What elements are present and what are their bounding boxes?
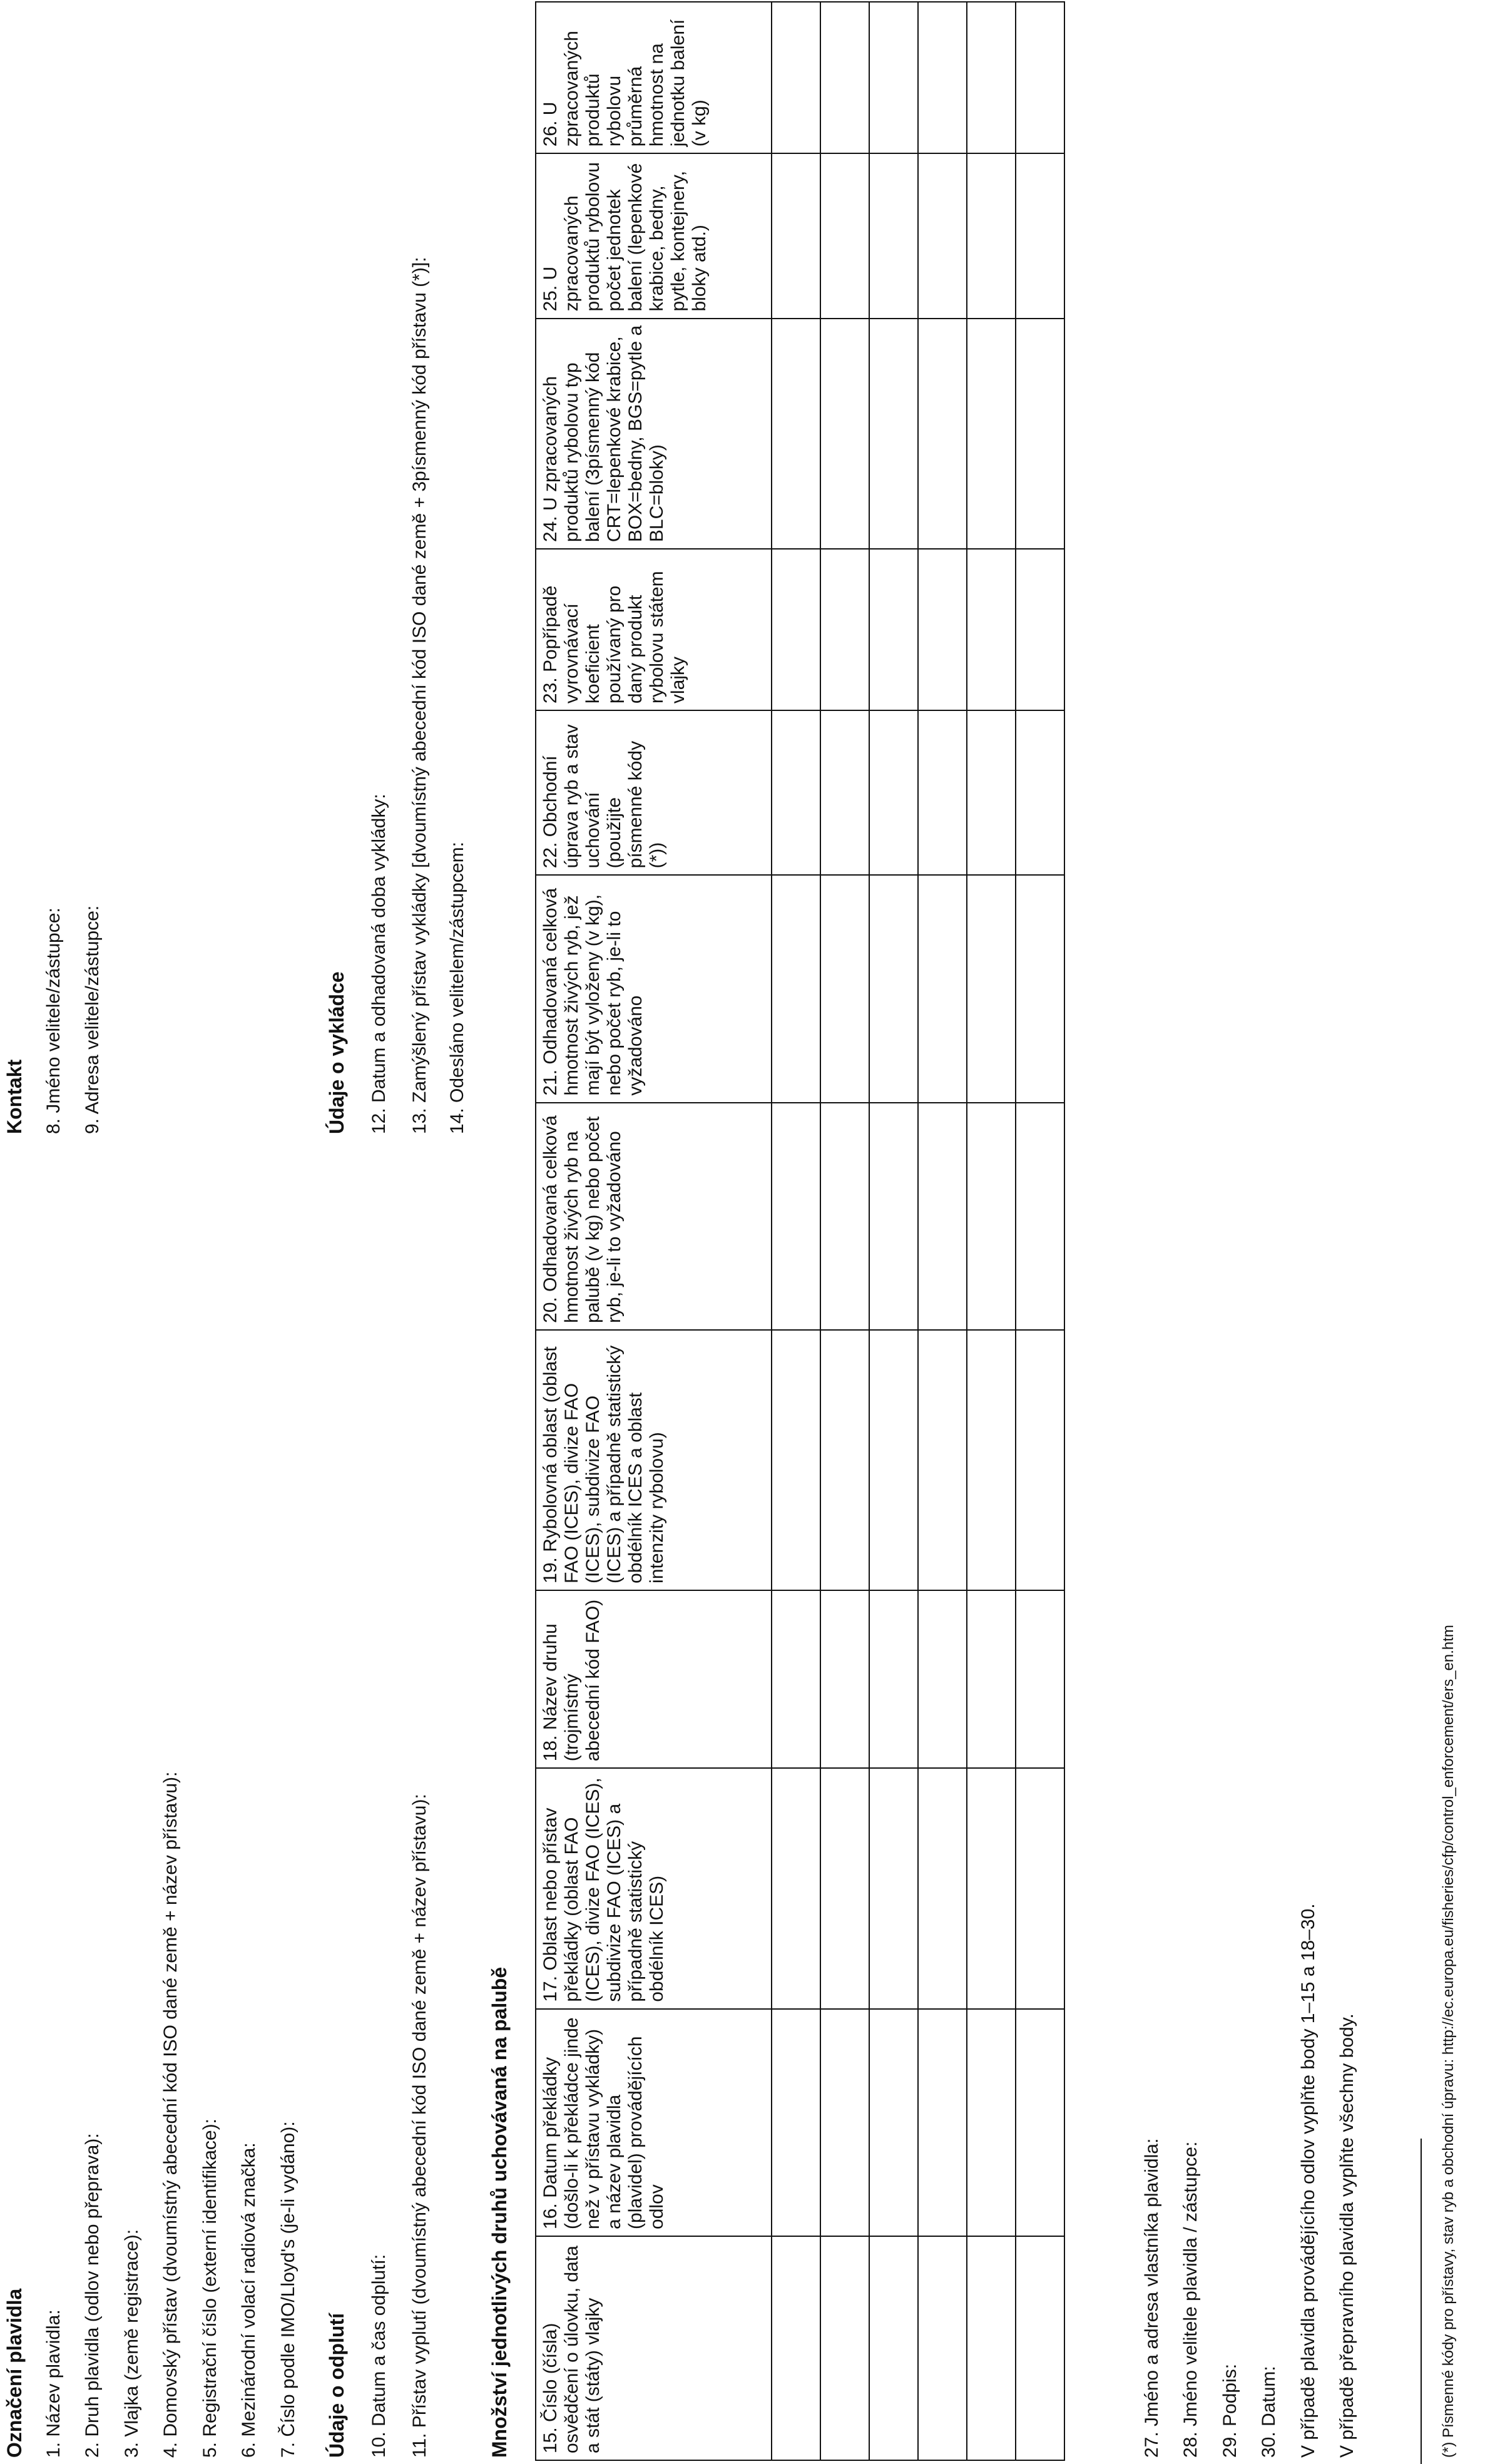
table-cell[interactable] (820, 319, 869, 550)
table-row (918, 2, 967, 2460)
col-header-20: 20. Odhadovaná celková hmotnost živých ryb na palubě (v kg) nebo počet ryb, je-li to vyžadováno (536, 1103, 772, 1330)
vessel-item-6: 6. Mezinárodní volací radiová značka: (238, 2142, 259, 2458)
contact-item-8: 8. Jméno velitele/zástupce: (43, 907, 64, 1134)
table-row (1016, 2, 1064, 2460)
table-cell[interactable] (820, 1590, 869, 1768)
table-cell[interactable] (772, 319, 820, 550)
table-row (820, 2, 869, 2460)
table-cell[interactable] (772, 1103, 820, 1330)
table-cell[interactable] (1016, 1103, 1064, 1330)
landing-item-12: 12. Datum a odhadovaná doba vykládky: (369, 794, 389, 1134)
table-cell[interactable] (820, 153, 869, 318)
vessel-item-4: 4. Domovský přístav (dvoumístný abecední kód ISO dané země + název přístavu): (160, 1771, 181, 2458)
col-header-26: 26. U zpracovaných produktů rybolovu průměrná hmotnost na jednotku balení (v kg) (536, 2, 772, 153)
table-cell[interactable] (820, 2, 869, 153)
table-cell[interactable] (869, 710, 918, 875)
table-cell[interactable] (967, 1768, 1016, 2008)
landing-item-13: 13. Zamýšlený přístav vykládky [dvoumístný abecední kód ISO dané země + 3písmenný kód přístavu (*)]: (409, 257, 430, 1134)
table-cell[interactable] (1016, 1330, 1064, 1590)
signature-item-27: 27. Jméno a adresa vlastníka plavidla: (1141, 2138, 1162, 2458)
signature-note-fishing: V případě plavidla provádějícího odlov vyplňte body 1–15 a 18–30. (1298, 1903, 1319, 2458)
signature-item-29: 29. Podpis: (1220, 2363, 1240, 2458)
vessel-heading: Označení plavidla (3, 2288, 26, 2458)
landing-item-14: 14. Odesláno velitelem/zástupcem: (447, 842, 467, 1134)
table-cell[interactable] (967, 1590, 1016, 1768)
table-cell[interactable] (869, 2, 918, 153)
table-cell[interactable] (772, 2009, 820, 2236)
table-cell[interactable] (967, 2009, 1016, 2236)
table-cell[interactable] (869, 549, 918, 710)
table-cell[interactable] (918, 875, 967, 1102)
landing-heading: Údaje o vykládce (325, 971, 348, 1134)
col-header-15: 15. Číslo (čísla) osvědčení o úlovku, data a stát (státy) vlajky (536, 2236, 772, 2460)
col-header-16: 16. Datum překládky (došlo-li k překládce jinde než v přístavu vykládky) a název plavidla (plavidel) provádějících odlov (536, 2009, 772, 2236)
vessel-item-7: 7. Číslo podle IMO/Lloyd's (je-li vydáno): (278, 2121, 298, 2458)
table-cell[interactable] (1016, 1590, 1064, 1768)
vessel-item-1: 1. Název plavidla: (43, 2309, 64, 2458)
table-cell[interactable] (918, 710, 967, 875)
table-row (869, 2, 918, 2460)
table-cell[interactable] (869, 875, 918, 1102)
signature-item-28: 28. Jméno velitele plavidla / zástupce: (1180, 2141, 1201, 2458)
table-cell[interactable] (772, 1768, 820, 2008)
col-header-18: 18. Název druhu (trojmístný abecední kód FAO) (536, 1590, 772, 1768)
table-cell[interactable] (1016, 549, 1064, 710)
signature-item-30: 30. Datum: (1258, 2366, 1279, 2458)
table-cell[interactable] (918, 1590, 967, 1768)
col-header-23: 23. Popřípadě vyrovnávací koeficient používaný pro daný produkt rybolovu státem vlajky (536, 549, 772, 710)
table-cell[interactable] (772, 875, 820, 1102)
table-cell[interactable] (820, 875, 869, 1102)
table-cell[interactable] (1016, 2, 1064, 153)
col-header-22: 22. Obchodní úprava ryb a stav uchování (použijte písmenné kódy (*)) (536, 710, 772, 875)
table-cell[interactable] (967, 549, 1016, 710)
table-cell[interactable] (772, 1590, 820, 1768)
table-cell[interactable] (820, 2236, 869, 2460)
table-cell[interactable] (820, 710, 869, 875)
departure-item-11: 11. Přístav vyplutí (dvoumístný abecední kód ISO dané země + název přístavu): (409, 1794, 430, 2458)
table-title: Množství jednotlivých druhů uchovávaná na palubě (488, 1966, 511, 2458)
table-cell[interactable] (820, 1330, 869, 1590)
col-header-24: 24. U zpracovaných produktů rybolovu typ balení (3písmenný kód CRT=lepenkové krabice, BOX=bedny, BGS=pytle a BLC=bloky) (536, 319, 772, 550)
vessel-item-2: 2. Druh plavidla (odlov nebo přeprava): (82, 2133, 103, 2458)
table-cell[interactable] (820, 549, 869, 710)
table-cell[interactable] (772, 2236, 820, 2460)
contact-item-9: 9. Adresa velitele/zástupce: (82, 905, 103, 1134)
contact-heading: Kontakt (3, 1059, 26, 1134)
table-cell[interactable] (967, 153, 1016, 318)
table-cell[interactable] (869, 1768, 918, 2008)
table-cell[interactable] (967, 2, 1016, 153)
col-header-21: 21. Odhadovaná celková hmotnost živých ryb, jež mají být vyloženy (v kg), nebo počet ryb, je-li to vyžadováno (536, 875, 772, 1102)
table-cell[interactable] (820, 2009, 869, 2236)
table-cell[interactable] (918, 1103, 967, 1330)
table-cell[interactable] (869, 153, 918, 318)
table-cell[interactable] (869, 2236, 918, 2460)
table-cell[interactable] (1016, 1768, 1064, 2008)
footnote: (*) Písmenné kódy pro přístavy, stav ryb a obchodní úpravu: http://ec.europa.eu/fisheries/cfp/control_enforcement/ers_en.htm (1440, 1625, 1457, 2458)
col-header-17: 17. Oblast nebo přístav překládky (oblast FAO (ICES), divize FAO (ICES), subdivize FAO (ICES) a případně statistický obdélník ICES) (536, 1768, 772, 2008)
table-cell[interactable] (918, 2, 967, 153)
table-cell[interactable] (869, 1590, 918, 1768)
table-cell[interactable] (869, 319, 918, 550)
table-cell[interactable] (1016, 153, 1064, 318)
table-cell[interactable] (967, 710, 1016, 875)
table-cell[interactable] (967, 875, 1016, 1102)
table-cell[interactable] (820, 1768, 869, 2008)
table-cell[interactable] (918, 549, 967, 710)
table-cell[interactable] (1016, 2009, 1064, 2236)
table-cell[interactable] (1016, 319, 1064, 550)
table-cell[interactable] (918, 2236, 967, 2460)
departure-heading: Údaje o odplutí (325, 2313, 348, 2458)
table-cell[interactable] (967, 319, 1016, 550)
table-cell[interactable] (1016, 2236, 1064, 2460)
table-cell[interactable] (772, 549, 820, 710)
footnote-divider (1421, 2139, 1422, 2464)
table-cell[interactable] (869, 1103, 918, 1330)
vessel-item-5: 5. Registrační číslo (externí identifikace): (200, 2119, 220, 2458)
table-cell[interactable] (772, 153, 820, 318)
col-header-19: 19. Rybolovná oblast (oblast FAO (ICES), divize FAO (ICES), subdivize FAO (ICES) a případně statistický obdélník ICES a oblast intenzity rybolovu) (536, 1330, 772, 1590)
table-cell[interactable] (918, 1330, 967, 1590)
table-cell[interactable] (869, 2009, 918, 2236)
table-cell[interactable] (967, 2236, 1016, 2460)
table-cell[interactable] (967, 1103, 1016, 1330)
table-cell[interactable] (918, 2009, 967, 2236)
table-cell[interactable] (967, 1330, 1016, 1590)
table-cell[interactable] (869, 1330, 918, 1590)
table-row (967, 2, 1016, 2460)
table-row (772, 2, 820, 2460)
table-cell[interactable] (1016, 710, 1064, 875)
table-cell[interactable] (772, 1330, 820, 1590)
table-cell[interactable] (918, 153, 967, 318)
table-cell[interactable] (918, 319, 967, 550)
departure-item-10: 10. Datum a čas odplutí: (369, 2254, 389, 2458)
table-cell[interactable] (820, 1103, 869, 1330)
vessel-item-3: 3. Vlajka (země registrace): (121, 2229, 142, 2458)
table-cell[interactable] (1016, 875, 1064, 1102)
table-cell[interactable] (918, 1768, 967, 2008)
signature-note-transport: V případě přepravního plavidla vyplňte všechny body. (1337, 2013, 1357, 2458)
table-cell[interactable] (772, 2, 820, 153)
table-header-row (536, 2, 772, 2460)
col-header-25: 25. U zpracovaných produktů rybolovu počet jednotek balení (lepenkové krabice, bedny, pytle, kontejnery, bloky atd.) (536, 153, 772, 318)
table-cell[interactable] (772, 710, 820, 875)
catch-table (535, 1, 1065, 2461)
